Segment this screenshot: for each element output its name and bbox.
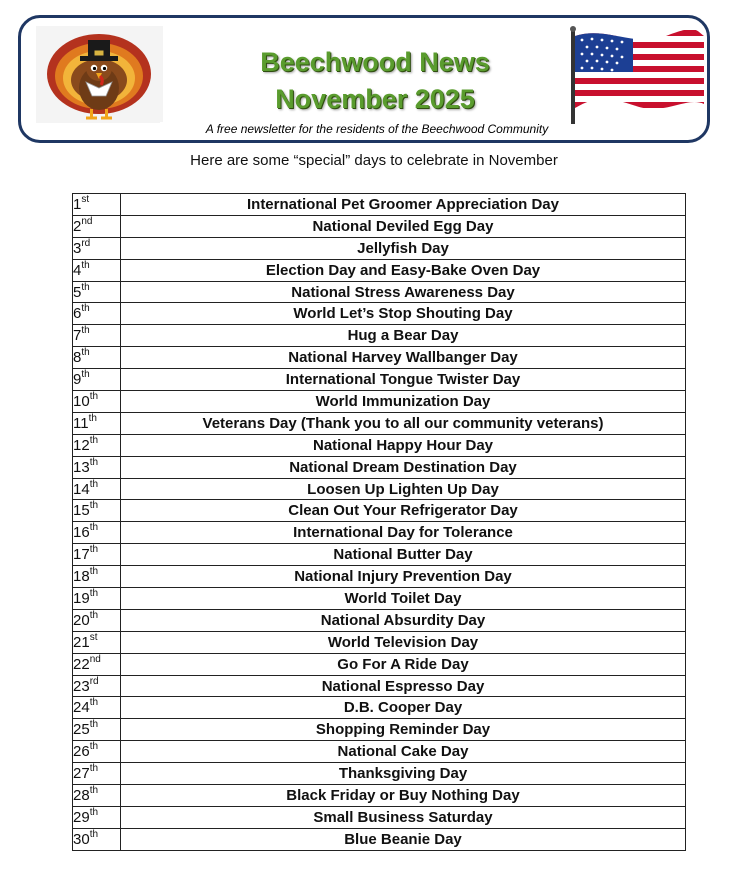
- day-number-value: 21: [73, 633, 90, 651]
- day-number: [73, 806, 121, 828]
- day-ordinal-suffix: st: [81, 193, 90, 205]
- day-number: [73, 347, 121, 369]
- day-ordinal-suffix: rd: [89, 675, 99, 687]
- newsletter-title: Beechwood News: [260, 47, 490, 77]
- table-row: [73, 609, 686, 631]
- day-number: [73, 544, 121, 566]
- day-number-value: 14: [73, 480, 90, 498]
- day-ordinal-suffix: th: [89, 434, 99, 446]
- day-event: Small Business Saturday: [121, 806, 686, 828]
- day-event: Blue Beanie Day: [121, 828, 686, 850]
- day-ordinal-suffix: th: [81, 303, 90, 315]
- day-event: World Let’s Stop Shouting Day: [121, 303, 686, 325]
- day-number: [73, 522, 121, 544]
- day-number: [73, 653, 121, 675]
- day-number: [73, 391, 121, 413]
- table-row: [73, 544, 686, 566]
- american-flag-image: [566, 26, 706, 126]
- table-row: [73, 478, 686, 500]
- day-event: Hug a Bear Day: [121, 325, 686, 347]
- day-number: [73, 434, 121, 456]
- table-row: [73, 631, 686, 653]
- day-ordinal-suffix: th: [89, 478, 99, 490]
- day-event: National Absurdity Day: [121, 609, 686, 631]
- day-event: Go For A Ride Day: [121, 653, 686, 675]
- day-event: World Television Day: [121, 631, 686, 653]
- table-row: [73, 434, 686, 456]
- table-row: [73, 763, 686, 785]
- day-number: [73, 828, 121, 850]
- day-event: National Harvey Wallbanger Day: [121, 347, 686, 369]
- turkey-icon: [36, 26, 163, 123]
- day-number: [73, 741, 121, 763]
- day-number: [73, 303, 121, 325]
- table-row: [73, 237, 686, 259]
- table-row: [73, 281, 686, 303]
- day-number-value: 5: [73, 283, 82, 301]
- table-row: [73, 828, 686, 850]
- day-event: Shopping Reminder Day: [121, 719, 686, 741]
- day-number-value: 12: [73, 436, 90, 454]
- day-ordinal-suffix: th: [89, 522, 99, 534]
- day-number-value: 26: [73, 743, 90, 761]
- day-event: Loosen Up Lighten Up Day: [121, 478, 686, 500]
- day-number-value: 27: [73, 765, 90, 783]
- day-event: D.B. Cooper Day: [121, 697, 686, 719]
- day-number-value: 30: [73, 830, 90, 848]
- day-event: National Cake Day: [121, 741, 686, 763]
- day-event: National Injury Prevention Day: [121, 566, 686, 588]
- day-number-value: 19: [73, 589, 90, 607]
- day-number: [73, 719, 121, 741]
- day-number-value: 8: [73, 349, 82, 367]
- day-event: National Deviled Egg Day: [121, 215, 686, 237]
- day-ordinal-suffix: nd: [89, 653, 101, 665]
- table-row: [73, 194, 686, 216]
- table-row: [73, 653, 686, 675]
- day-number-value: 6: [73, 305, 82, 323]
- day-number-value: 1: [73, 195, 82, 213]
- day-number-value: 7: [73, 327, 82, 345]
- table-row: [73, 741, 686, 763]
- day-number-value: 9: [73, 371, 82, 389]
- day-ordinal-suffix: st: [89, 631, 98, 643]
- day-ordinal-suffix: th: [89, 828, 99, 840]
- day-ordinal-suffix: th: [89, 500, 99, 512]
- day-event: International Tongue Twister Day: [121, 369, 686, 391]
- day-ordinal-suffix: th: [81, 281, 90, 293]
- table-row: [73, 456, 686, 478]
- day-event: National Butter Day: [121, 544, 686, 566]
- day-event: Clean Out Your Refrigerator Day: [121, 500, 686, 522]
- day-number: [73, 697, 121, 719]
- day-number: [73, 281, 121, 303]
- day-ordinal-suffix: th: [89, 763, 99, 775]
- table-row: [73, 566, 686, 588]
- newsletter-date: November 2025: [275, 84, 475, 114]
- american-flag-icon: [566, 26, 706, 126]
- day-number: [73, 478, 121, 500]
- day-event: International Pet Groomer Appreciation Day: [121, 194, 686, 216]
- newsletter-tagline: A free newsletter for the residents of the Beechwood Community: [160, 122, 594, 136]
- day-number-value: 3: [73, 239, 82, 257]
- day-ordinal-suffix: th: [89, 784, 99, 796]
- day-ordinal-suffix: th: [81, 369, 90, 381]
- day-number: [73, 609, 121, 631]
- day-event: National Dream Destination Day: [121, 456, 686, 478]
- day-ordinal-suffix: th: [81, 347, 90, 359]
- day-number: [73, 785, 121, 807]
- day-number: [73, 675, 121, 697]
- day-number-value: 20: [73, 611, 90, 629]
- day-number: [73, 588, 121, 610]
- special-days-table: [72, 193, 686, 851]
- day-ordinal-suffix: th: [89, 719, 99, 731]
- day-ordinal-suffix: th: [81, 325, 90, 337]
- day-number: [73, 194, 121, 216]
- day-number: [73, 215, 121, 237]
- day-ordinal-suffix: th: [89, 609, 99, 621]
- day-number-value: 11: [73, 414, 89, 432]
- day-event: Thanksgiving Day: [121, 763, 686, 785]
- day-event: National Happy Hour Day: [121, 434, 686, 456]
- day-ordinal-suffix: rd: [81, 237, 91, 249]
- day-ordinal-suffix: th: [89, 697, 99, 709]
- day-ordinal-suffix: th: [88, 412, 97, 424]
- table-row: [73, 500, 686, 522]
- day-number: [73, 259, 121, 281]
- day-number-value: 18: [73, 568, 90, 586]
- day-number-value: 13: [73, 458, 90, 476]
- day-number: [73, 631, 121, 653]
- table-row: [73, 347, 686, 369]
- day-event: World Immunization Day: [121, 391, 686, 413]
- day-ordinal-suffix: nd: [81, 215, 93, 227]
- day-number-value: 16: [73, 524, 90, 542]
- day-number: [73, 237, 121, 259]
- day-number-value: 15: [73, 502, 90, 520]
- table-row: [73, 588, 686, 610]
- day-number-value: 23: [73, 677, 90, 695]
- day-number-value: 28: [73, 786, 90, 804]
- day-number-value: 22: [73, 655, 90, 673]
- intro-text: Here are some “special” days to celebrate in November: [190, 152, 558, 169]
- day-number-value: 4: [73, 261, 82, 279]
- table-row: [73, 391, 686, 413]
- day-event: World Toilet Day: [121, 588, 686, 610]
- day-number: [73, 456, 121, 478]
- day-ordinal-suffix: th: [89, 806, 99, 818]
- day-event: Black Friday or Buy Nothing Day: [121, 785, 686, 807]
- day-number: [73, 500, 121, 522]
- day-event: Veterans Day (Thank you to all our community veterans): [121, 412, 686, 434]
- table-row: [73, 785, 686, 807]
- day-event: International Day for Tolerance: [121, 522, 686, 544]
- day-number: [73, 763, 121, 785]
- day-ordinal-suffix: th: [89, 544, 99, 556]
- day-number-value: 10: [73, 392, 90, 410]
- table-row: [73, 259, 686, 281]
- day-number: [73, 325, 121, 347]
- table-row: [73, 675, 686, 697]
- day-number-value: 24: [73, 699, 90, 717]
- table-row: [73, 303, 686, 325]
- day-number-value: 29: [73, 808, 90, 826]
- day-number: [73, 369, 121, 391]
- day-ordinal-suffix: th: [89, 390, 99, 402]
- day-event: National Espresso Day: [121, 675, 686, 697]
- day-ordinal-suffix: th: [89, 587, 99, 599]
- table-row: [73, 719, 686, 741]
- day-event: National Stress Awareness Day: [121, 281, 686, 303]
- day-number: [73, 566, 121, 588]
- table-row: [73, 522, 686, 544]
- day-ordinal-suffix: th: [89, 456, 99, 468]
- day-number: [73, 412, 121, 434]
- table-row: [73, 806, 686, 828]
- table-row: [73, 697, 686, 719]
- day-event: Election Day and Easy-Bake Oven Day: [121, 259, 686, 281]
- turkey-pilgrim-image: [36, 26, 163, 123]
- table-row: [73, 215, 686, 237]
- table-row: [73, 325, 686, 347]
- day-ordinal-suffix: th: [89, 741, 99, 753]
- day-number-value: 2: [73, 217, 82, 235]
- day-number-value: 25: [73, 721, 90, 739]
- table-row: [73, 412, 686, 434]
- day-ordinal-suffix: th: [89, 566, 99, 578]
- day-number-value: 17: [73, 546, 90, 564]
- table-row: [73, 369, 686, 391]
- day-ordinal-suffix: th: [81, 259, 90, 271]
- day-event: Jellyfish Day: [121, 237, 686, 259]
